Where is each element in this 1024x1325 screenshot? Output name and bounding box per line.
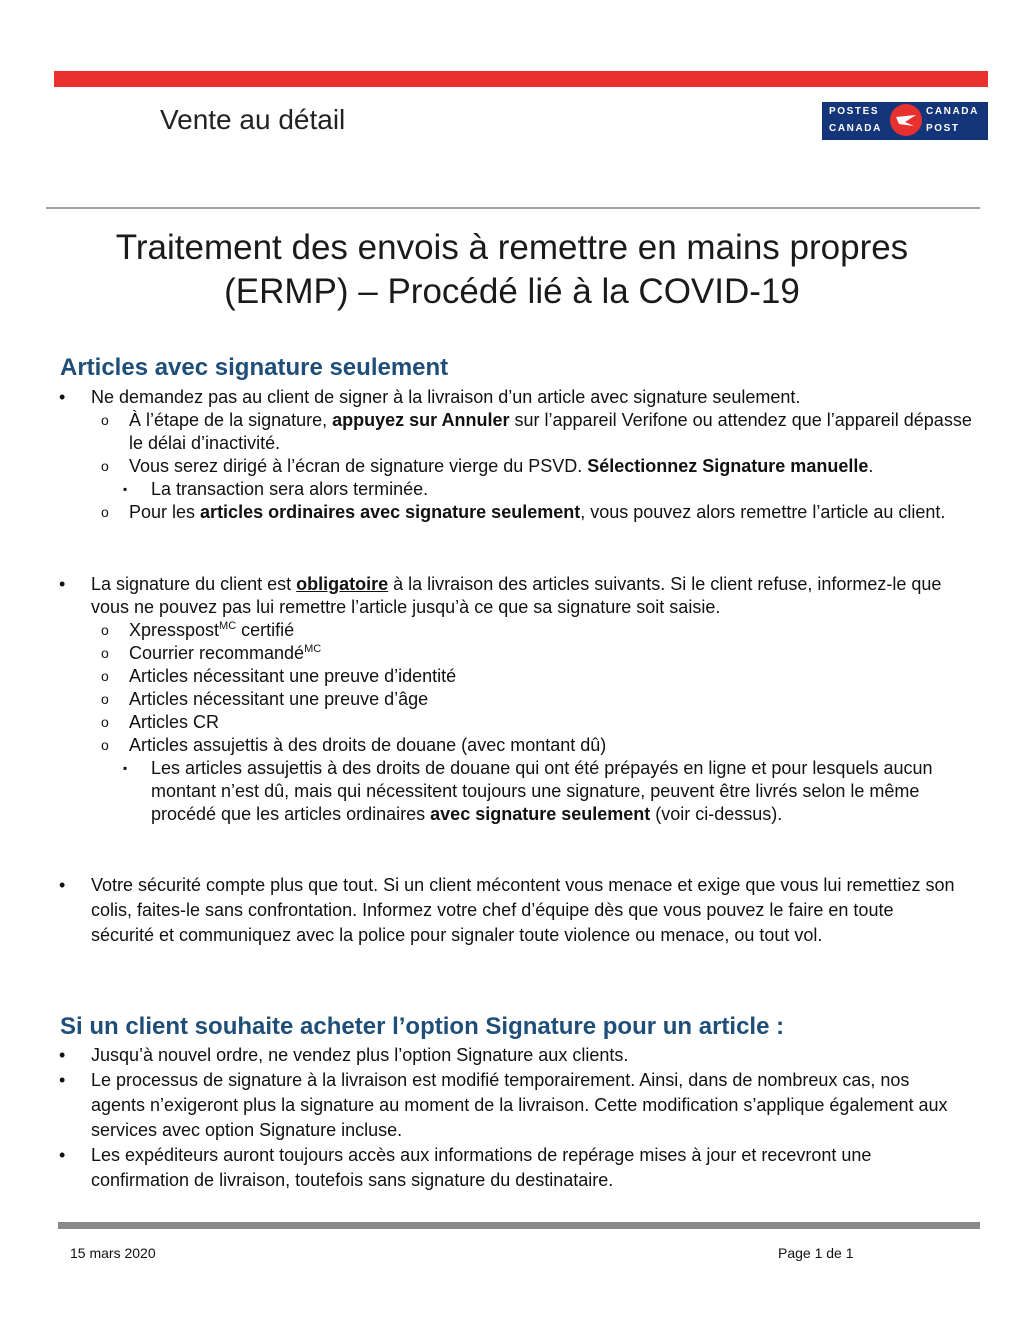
logo-word: POSTES [829,106,880,117]
text: à la livraison des articles suivants. Si le client refuse, informez-le que vous ne pouvez pas lui remettre l’article jusqu’à ce que sa signature soit saisie. [91,574,942,617]
bullet-text: Les expéditeurs auront toujours accès aux informations de repérage mises à jour et recevront une confirmation de livraison, toutefois sans signature du destinataire. [91,1145,872,1190]
list-item [91,734,976,826]
list-item [91,501,976,524]
section-signature-only [60,354,980,382]
logo-word: CANADA [829,123,882,134]
emphasis-text: obligatoire [296,574,389,594]
list-item [91,478,976,501]
text: Articles nécessitant une preuve d’âge [129,689,429,709]
list-item [91,711,976,734]
list-item [91,757,976,826]
list-item [56,573,976,826]
bullet-text: Jusqu’à nouvel ordre, ne vendez plus l’option Signature aux clients. [91,1045,629,1065]
text: Courrier recommandé [129,643,305,663]
section-buy-signature [60,1013,980,1041]
trademark-sup: MC [304,643,322,655]
list-item [91,455,976,501]
emphasis-text: Sélectionnez Signature manuelle [587,456,869,476]
footer-divider [58,1222,980,1229]
header-divider [46,207,980,209]
section-heading: Articles avec signature seulement [60,354,449,381]
logo-word: POST [926,123,960,134]
eagle-emblem-icon [890,104,922,136]
text: Articles nécessitant une preuve d’identité [129,666,457,686]
department-label: Vente au détail [160,104,346,135]
list-item [91,688,976,711]
title-line: (ERMP) – Procédé lié à la COVID-19 [224,272,800,311]
bullet-text: Le processus de signature à la livraison est modifié temporairement. Ainsi, dans de nombreux cas, nos agents n’exigeront plus la signature au moment de la livraison. Cette modification s’applique également aux services avec option Signature incluse. [91,1070,948,1140]
list-item [91,665,976,688]
list-item [91,642,976,665]
text: sur l’appareil Verifone ou attendez que l’appareil dépasse le délai d’inactivité. [129,410,972,453]
top-red-bar [54,71,988,87]
emphasis-text: appuyez sur Annuler [332,410,510,430]
list-item [91,409,976,455]
list-item [56,1068,956,1143]
list-item [56,1143,956,1193]
list-item [56,873,956,948]
text: La signature du client est [91,574,297,594]
list-item [91,619,976,642]
trademark-sup: MC [219,620,237,632]
text: Vous serez dirigé à l’écran de signature vierge du PSVD. [129,456,588,476]
text: Articles assujettis à des droits de douane (avec montant dû) [129,735,607,755]
page-title [40,226,984,314]
footer-date: 15 mars 2020 [70,1245,156,1261]
list-item [56,386,976,524]
section1-body-security [56,873,956,948]
logo-word: CANADA [926,106,979,117]
section1-body [56,386,976,524]
text: À l’étape de la signature, [129,410,333,430]
text: . [868,456,874,476]
text: Pour les [129,502,201,522]
emphasis-text: avec signature seulement [430,804,651,824]
section2-body [56,1043,956,1193]
list-item [56,1043,956,1068]
canada-post-logo [822,102,988,140]
text: (voir ci-dessus). [650,804,783,824]
section1-body-required [56,573,976,826]
title-line: Traitement des envois à remettre en mains propres [115,228,909,267]
text: La transaction sera alors terminée. [151,479,429,499]
text: Xpresspost [129,620,220,640]
section-heading: Si un client souhaite acheter l’option Signature pour un article : [60,1013,785,1040]
text: certifié [236,620,295,640]
text: Les articles assujettis à des droits de douane qui ont été prépayés en ligne et pour lesquels aucun montant n’est dû, mais qui nécessitent toujours une signature, peuvent être livrés selon le même procédé que les articles ordinaires [151,758,933,824]
bullet-text: Votre sécurité compte plus que tout. Si un client mécontent vous menace et exige que vous lui remettiez son colis, faites-le sans confrontation. Informez votre chef d’équipe dès que vous pouvez le faire en toute sécurité et communiquez avec la police pour signaler toute violence ou menace, ou tout vol. [91,875,955,945]
footer-page-number: Page 1 de 1 [778,1245,854,1261]
text: , vous pouvez alors remettre l’article au client. [580,502,946,522]
emphasis-text: articles ordinaires avec signature seulement [200,502,581,522]
text: Articles CR [129,712,220,732]
bullet-text: Ne demandez pas au client de signer à la livraison d’un article avec signature seulement. [91,387,801,407]
